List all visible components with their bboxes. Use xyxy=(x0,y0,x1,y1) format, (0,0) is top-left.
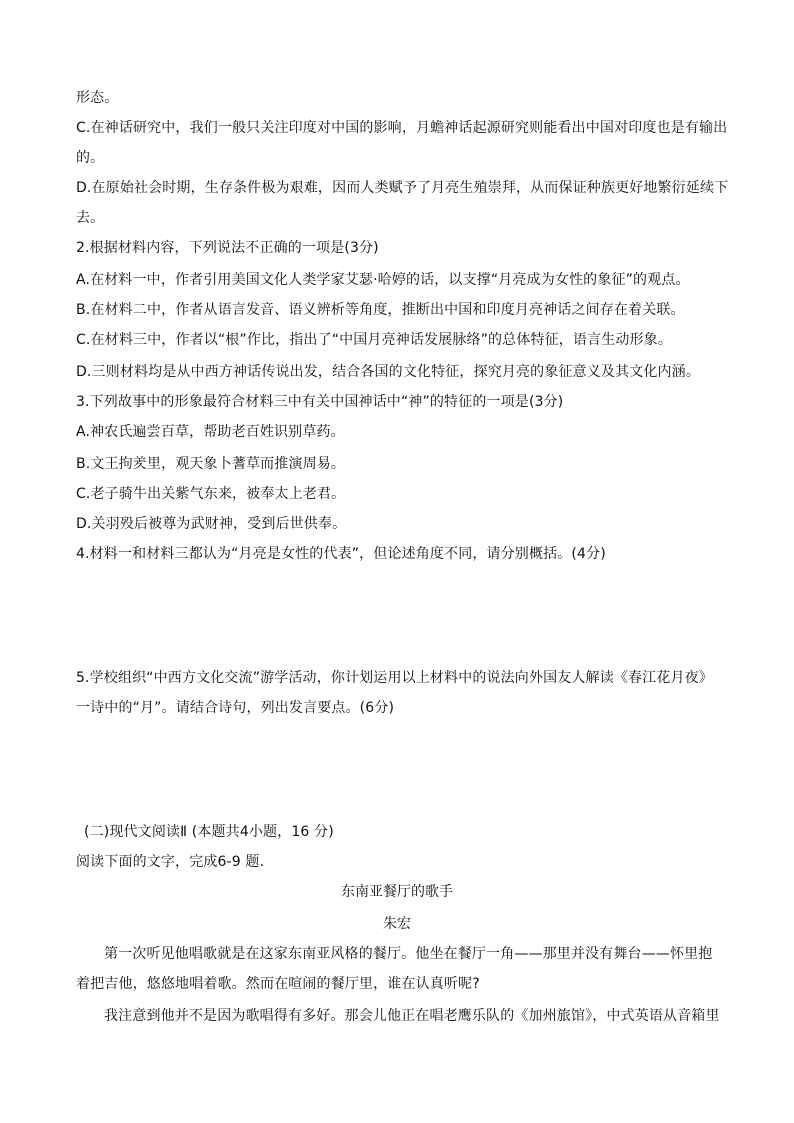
paragraph-line: 着把吉他，悠悠地唱着歌。然而在喧闹的餐厅里，谁在认真听呢? xyxy=(76,976,480,992)
text-line: 去。 xyxy=(76,210,105,226)
question-2-option-b: B.在材料二中，作者从语言发音、语义辨析等角度，推断出中国和印度月亮神话之间存在着关联。 xyxy=(76,302,685,318)
question-2-option-a: A.在材料一中，作者引用美国文化人类学家艾瑟·哈婷的话，以支撑“月亮成为女性的象征”的观点。 xyxy=(76,272,690,288)
question-2-option-c: C.在材料三中，作者以“根”作比，指出了“中国月亮神话发展脉络”的总体特征，语言生动形象。 xyxy=(76,332,672,348)
option-d: D.在原始社会时期，生存条件极为艰难，因而人类赋予了月亮生殖崇拜，从而保证种族更好地繁衍延续下 xyxy=(76,180,729,196)
question-3-option-d: D.关羽殁后被尊为武财神，受到后世供奉。 xyxy=(76,516,347,532)
article-title: 东南亚餐厅的歌手 xyxy=(341,884,453,900)
text-line: 形态。 xyxy=(76,90,119,106)
text-line: 的。 xyxy=(76,150,105,166)
question-3-option-c: C.老子骑牛出关紫气东来，被奉太上老君。 xyxy=(76,486,346,502)
question-3-option-b: B.文王拘羑里，观天象卜蓍草而推演周易。 xyxy=(76,456,346,472)
option-c: C.在神话研究中，我们一般只关注印度对中国的影响，月蟾神话起源研究则能看出中国对印度也是有输出 xyxy=(76,120,728,136)
question-4: 4.材料一和材料三都认为“月亮是女性的代表”，但论述角度不同，请分别概括。(4分) xyxy=(76,546,606,562)
paragraph-line: 我注意到他并不是因为歌唱得有多好。那会儿他正在唱老鹰乐队的《加州旅馆》，中式英语从音箱里 xyxy=(104,1008,720,1024)
question-3: 3.下列故事中的形象最符合材料三中有关中国神话中“神”的特征的一项是(3分) xyxy=(76,394,564,410)
question-2-option-d: D.三则材料均是从中西方神话传说出发，结合各国的文化特征，探究月亮的象征意义及其文化内涵。 xyxy=(76,364,700,380)
question-3-option-a: A.神农氏遍尝百草，帮助老百姓识别草药。 xyxy=(76,424,345,440)
question-2: 2.根据材料内容，下列说法不正确的一项是(3分) xyxy=(76,240,379,256)
question-5-continued: 一诗中的“月”。请结合诗句，列出发言要点。(6分) xyxy=(76,700,395,716)
paragraph-line: 第一次听见他唱歌就是在这家东南亚风格的餐厅。他坐在餐厅一角——那里并没有舞台——怀里抱 xyxy=(104,946,713,962)
question-5: 5.学校组织“中西方文化交流”游学活动，你计划运用以上材料中的说法向外国友人解读《春江花月夜》 xyxy=(76,670,713,686)
instruction: 阅读下面的文字，完成6-9 题. xyxy=(76,854,265,870)
section-heading: (二)现代文阅读Ⅱ (本题共4小题，16 分) xyxy=(84,824,334,840)
article-author: 朱宏 xyxy=(383,916,411,932)
